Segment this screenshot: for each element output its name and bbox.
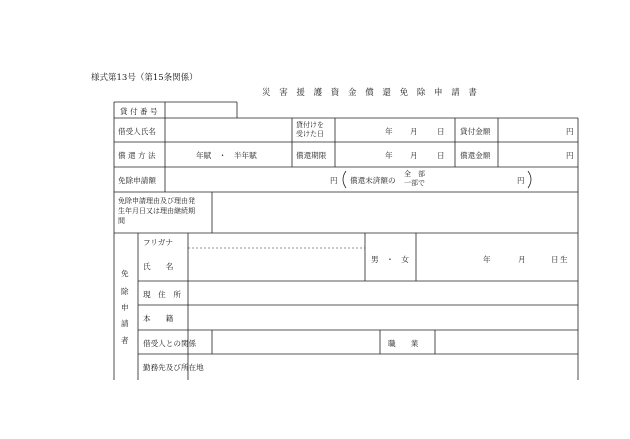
- exemption-amount-label: 免除申請額: [118, 176, 156, 185]
- repayment-method-options: 年賦 ・ 半年賦: [196, 151, 257, 160]
- borrower-name-label: 借受人氏名: [118, 127, 156, 136]
- part-label: 一部で: [404, 179, 425, 187]
- yen-unit: 円: [330, 176, 338, 185]
- loan-received-date-label-1: 貸付けを: [296, 121, 324, 129]
- gender-options: 男 ・ 女: [371, 255, 409, 264]
- day-unit: 日: [437, 151, 445, 160]
- left-paren: [343, 171, 346, 188]
- loan-received-date-label-2: 受けた日: [296, 130, 324, 138]
- unpaid-balance-label: 償還未済額の: [350, 176, 396, 185]
- reason-label-3: 間: [118, 217, 125, 225]
- year-unit: 年: [385, 151, 393, 160]
- applicant-label-char: 請: [121, 319, 129, 328]
- applicant-label-char: 免: [121, 269, 129, 278]
- form-title: 災 害 援 護 資 金 償 還 免 除 申 請 書: [262, 88, 480, 98]
- reason-label-2: 生年月日又は理由継続期: [118, 207, 195, 215]
- occupation-label: 職 業: [388, 339, 419, 348]
- day-unit: 日: [551, 255, 559, 264]
- loan-number-label: 貸 付 番 号: [120, 107, 158, 116]
- applicant-label-char: 者: [121, 336, 129, 345]
- loan-amount-label: 貸付金額: [460, 127, 491, 136]
- all-label: 全 部: [404, 170, 425, 178]
- year-unit: 年: [483, 255, 491, 264]
- repaid-amount-label: 償還金額: [460, 151, 491, 160]
- year-unit: 年: [385, 127, 393, 136]
- month-unit: 月: [410, 151, 418, 160]
- workplace-label: 勤務先及び所在地: [143, 363, 204, 372]
- yen-unit: 円: [566, 151, 574, 160]
- day-unit: 日: [437, 127, 445, 136]
- birth-suffix: 生: [560, 255, 568, 264]
- domicile-label: 本 籍: [143, 314, 174, 323]
- right-paren: [528, 171, 531, 188]
- month-unit: 月: [410, 127, 418, 136]
- repayment-period-label: 償還期限: [296, 151, 327, 160]
- applicant-label-char: 申: [121, 303, 129, 312]
- applicant-label-char: 除: [121, 287, 129, 296]
- yen-unit: 円: [517, 176, 525, 185]
- yen-unit: 円: [566, 127, 574, 136]
- address-label: 現 住 所: [143, 290, 181, 299]
- name-label: 氏 名: [143, 262, 174, 271]
- repayment-method-label: 償 還 方 法: [118, 151, 156, 160]
- month-unit: 月: [518, 255, 526, 264]
- reason-label-1: 免除申請理由及び理由発: [118, 197, 195, 205]
- form-number: 様式第13号（第15条関係）: [91, 73, 198, 83]
- relation-label: 借受人との関係: [143, 339, 197, 348]
- furigana-label: フリガナ: [143, 238, 173, 247]
